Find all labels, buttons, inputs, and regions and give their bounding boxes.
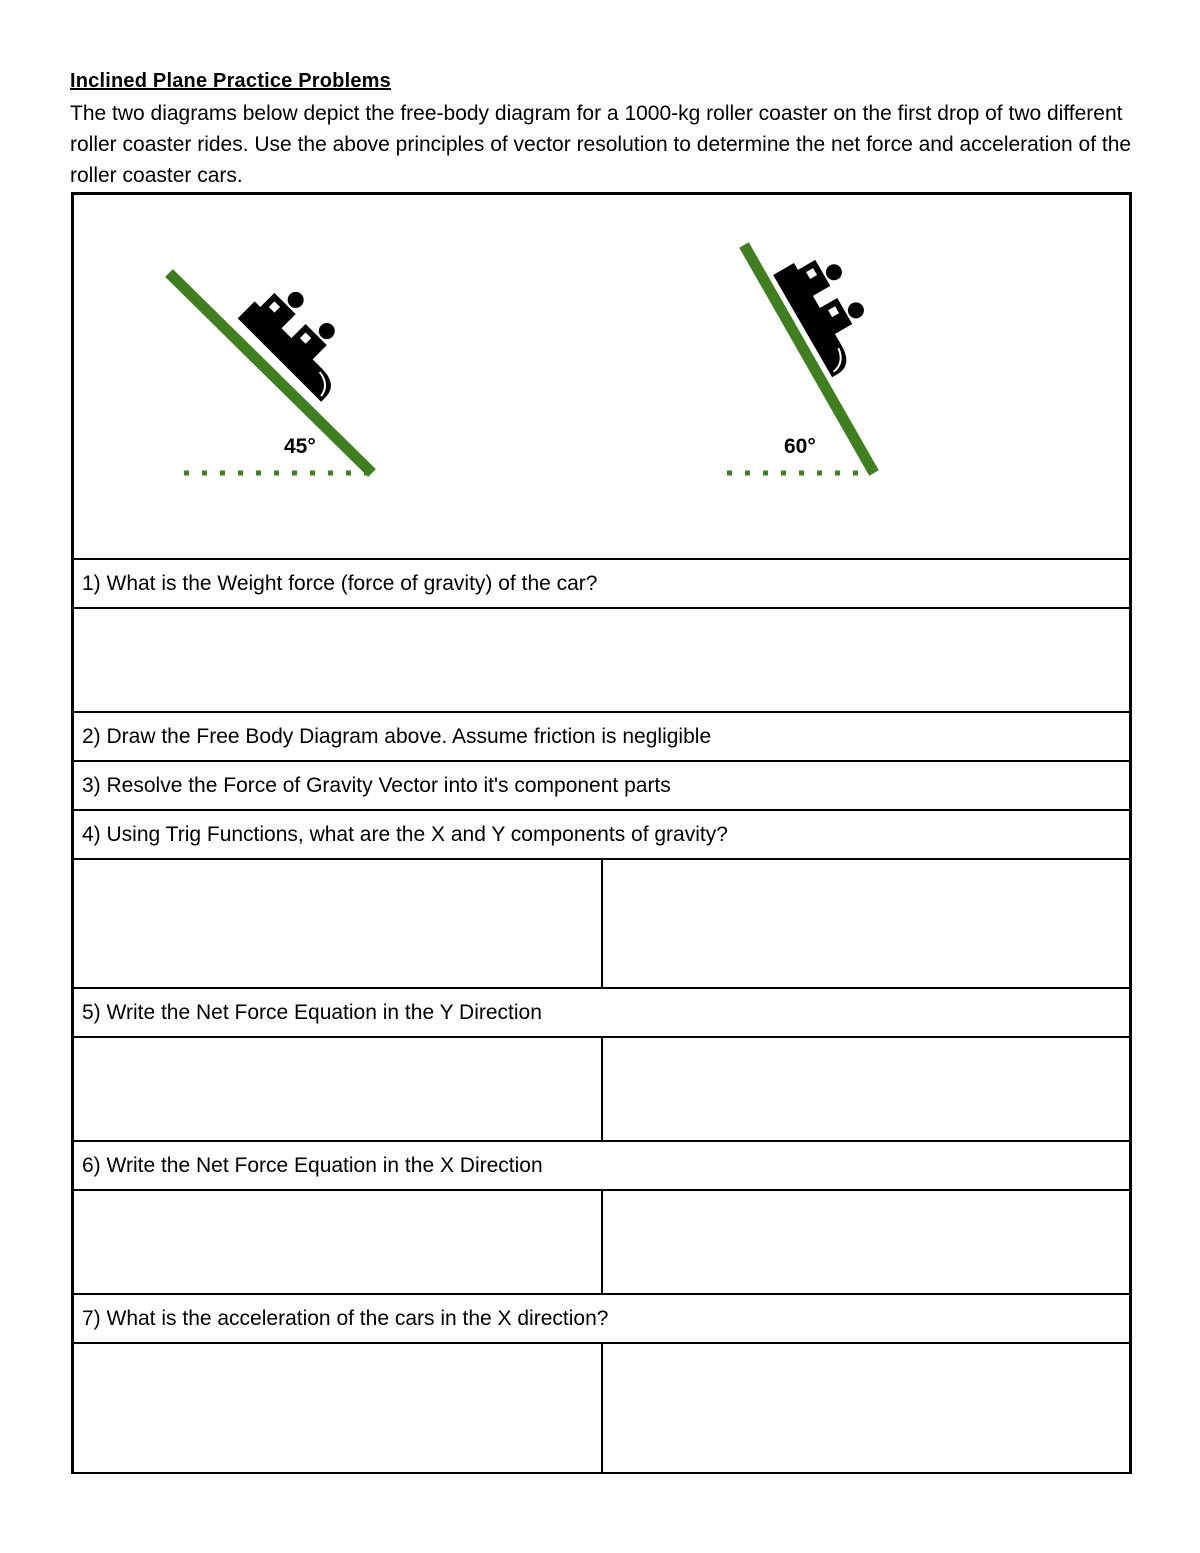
answer-6-row [74,1191,1129,1295]
roller-coaster-car-icon [238,274,365,401]
incline-45-angle-label: 45° [284,435,316,458]
document-title: Inclined Plane Practice Problems [70,70,391,92]
answer-5-row [74,1038,1129,1142]
question-3: 3) Resolve the Force of Gravity Vector into it's component parts [74,762,1129,811]
incline-60-diagram [727,244,886,473]
incline-45-diagram [169,273,372,473]
answer-1-area[interactable] [74,609,1129,713]
question-2: 2) Draw the Free Body Diagram above. Assume friction is negligible [74,713,1129,762]
answer-5-right-cell[interactable] [603,1038,1130,1140]
incline-60-angle-label: 60° [784,435,816,458]
answer-4-right-cell[interactable] [603,860,1130,987]
answer-5-left-cell[interactable] [74,1038,603,1140]
answer-7-row [74,1344,1129,1472]
diagram-row [74,195,1129,560]
roller-coaster-car-icon [773,244,886,377]
question-1: 1) What is the Weight force (force of gravity) of the car? [74,560,1129,609]
question-4: 4) Using Trig Functions, what are the X and Y components of gravity? [74,811,1129,860]
question-5: 5) Write the Net Force Equation in the Y Direction [74,989,1129,1038]
answer-7-right-cell[interactable] [603,1344,1130,1472]
answer-6-left-cell[interactable] [74,1191,603,1293]
intro-paragraph: The two diagrams below depict the free-body diagram for a 1000-kg roller coaster on the first drop of two different roller coaster rides. Use the above principles of vector resolution to determine the net force and acceleration of the roller coaster cars. [70,102,1132,187]
answer-4-left-cell[interactable] [74,860,603,987]
question-7: 7) What is the acceleration of the cars in the X direction? [74,1295,1129,1344]
answer-7-left-cell[interactable] [74,1344,603,1472]
answer-6-right-cell[interactable] [603,1191,1130,1293]
worksheet-table [71,192,1132,1474]
question-6: 6) Write the Net Force Equation in the X Direction [74,1142,1129,1191]
incline-diagrams [74,195,1129,558]
answer-4-row [74,860,1129,989]
